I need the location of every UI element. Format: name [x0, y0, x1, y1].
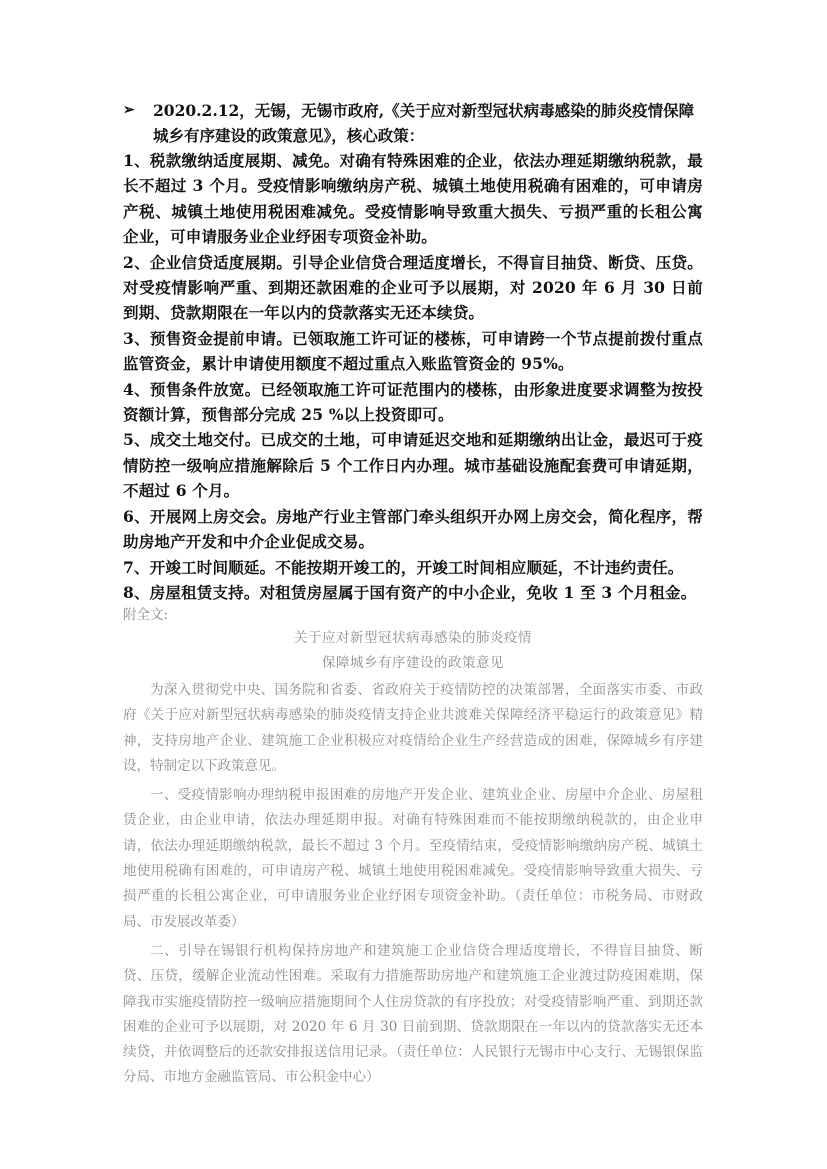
- policy-item-6: 6、开展网上房交会。房地产行业主管部门牵头组织开办网上房交会，简化程序，帮助房地产开发和中介企业促成交易。: [123, 506, 703, 552]
- appendix-label: 附全文:: [123, 607, 169, 623]
- policy-summary: [123, 98, 703, 605]
- appendix-intro-paragraph: 为深入贯彻党中央、国务院和省委、省政府关于疫情防控的决策部署，全面落实市委、市政府《关于应对新型冠状病毒感染的肺炎疫情支持企业共渡难关保障经济平稳运行的政策意见》精神，支持房地产企业、建筑施工企业积极应对疫情给企业生产经营造成的困难，保障城乡有序建设，特制定以下政策意见。: [123, 682, 703, 774]
- policy-item-3: 3、预售资金提前申请。已领取施工许可证的楼栋，可申请跨一个节点提前拨付重点监管资金，累计申请使用额度不超过重点入账监管资金的 95%。: [123, 328, 703, 374]
- policy-item-1: 1、税款缴纳适度展期、减免。对确有特殊困难的企业，依法办理延期缴纳税款，最长不超过 3 个月。受疫情影响缴纳房产税、城镇土地使用税确有困难的，可申请房产税、城镇土地使用税困难减免。受疫情影响导致重大损失、亏损严重的长租公寓企业，可申请服务业企业纾困专项资金补助。: [123, 151, 703, 247]
- arrow-bullet-icon: ➢: [123, 102, 135, 118]
- appendix-full-text: [123, 604, 703, 1091]
- appendix-section-2: 二、引导在锡银行机构保持房地产和建筑施工企业信贷合理适度增长，不得盲目抽贷、断贷、压贷，缓解企业流动性困难。采取有力措施帮助房地产和建筑施工企业渡过防疫困难期，保障我市实施疫情防控一级响应措施期间个人住房贷款的有序投放；对受疫情影响严重、到期还款困难的企业可予以展期，对 2020 年 6 月 30 日前到期、贷款期限在一年以内的贷款落实无还本续贷，并依调整后的还款安排报送信用记录。（责任单位：人民银行无锡市中心支行、无锡银保监分局、市地方金融监管局、市公积金中心）: [123, 942, 703, 1086]
- appendix-section-1: 一、受疫情影响办理纳税申报困难的房地产开发企业、建筑业企业、房屋中介企业、房屋租赁企业，由企业申请，依法办理延期申报。对确有特殊困难而不能按期缴纳税款的，由企业申请，依法办理延期缴纳税款，最长不超过 3 个月。至疫情结束，受疫情影响缴纳房产税、城镇土地使用税确有困难的，可申请房产税、城镇土地使用税困难减免。受疫情影响导致重大损失、亏损严重的长租公寓企业，可申请服务业企业纾困专项资金补助。（责任单位：市税务局、市财政局、市发展改革委）: [123, 787, 703, 930]
- policy-item-8: 8、房屋租赁支持。对租赁房屋属于国有资产的中小企业，免收 1 至 3 个月租金。: [123, 582, 697, 602]
- summary-header-text: 2020.2.12，无锡，无锡市政府,《关于应对新型冠状病毒感染的肺炎疫情保障城乡有序建设的政策意见》，核心政策：: [153, 101, 695, 145]
- policy-item-5: 5、成交土地交付。已成交的土地，可申请延迟交地和延期缴纳出让金，最迟可于疫情防控一级响应措施解除后 5 个工作日内办理。城市基础设施配套费可申请延期，不超过 6 个月。: [123, 430, 703, 501]
- policy-item-4: 4、预售条件放宽。已经领取施工许可证范围内的楼栋，由形象进度要求调整为按投资额计算，预售部分完成 25 %以上投资即可。: [123, 379, 703, 425]
- policy-item-2: 2、企业信贷适度展期。引导企业信贷合理适度增长，不得盲目抽贷、断贷、压贷。对受疫情影响严重、到期还款困难的企业可予以展期，对 2020 年 6 月 30 日前到期、贷款期限在一年以内的贷款落实无还本续贷。: [123, 252, 703, 323]
- appendix-title-line-2: 保障城乡有序建设的政策意见: [322, 655, 504, 671]
- summary-header: [123, 98, 703, 148]
- appendix-title-line-1: 关于应对新型冠状病毒感染的肺炎疫情: [294, 630, 532, 646]
- policy-item-7: 7、开竣工时间顺延。不能按期开竣工的，开竣工时间相应顺延，不计违约责任。: [123, 557, 684, 577]
